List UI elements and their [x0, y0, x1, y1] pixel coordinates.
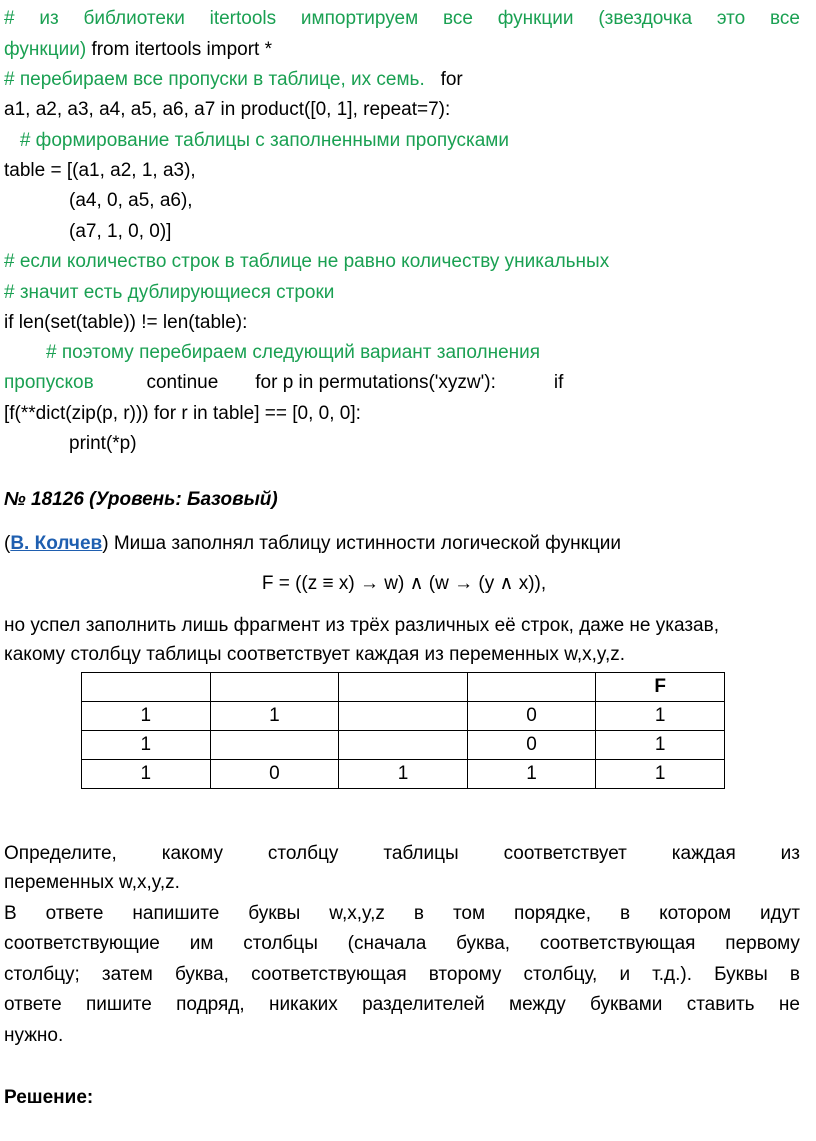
code-line-15: print(*p) — [69, 433, 137, 454]
table-cell — [339, 731, 468, 760]
code-line-1: # из библиотеки itertools импортируем все функции (звездочка это все — [4, 8, 800, 29]
question-line-7: нужно. — [4, 1025, 64, 1046]
code-line-5: # формирование таблицы с заполненными пропусками — [4, 130, 509, 151]
table-cell: 1 — [82, 702, 211, 731]
table-header-cell — [82, 673, 211, 702]
code-line-3: # перебираем все пропуски в таблице, их семь. for — [4, 69, 463, 90]
table-header-cell — [210, 673, 339, 702]
author-link[interactable]: В. Колчев — [10, 533, 103, 554]
code-line-4: a1, a2, a3, a4, a5, a6, a7 in product([0, 1], repeat=7): — [4, 99, 451, 120]
code-line-7: (a4, 0, a5, a6), — [69, 190, 193, 211]
table-cell: 1 — [210, 702, 339, 731]
truth-table — [81, 672, 725, 789]
table-cell — [339, 702, 468, 731]
table-cell: 0 — [467, 731, 596, 760]
table-header-row — [82, 673, 725, 702]
task-intro: (В. Колчев) Миша заполнял таблицу истинности логической функции — [4, 533, 622, 554]
question-line-2: переменных w,x,y,z. — [4, 872, 180, 893]
code-line-13: пропусков continue for p in permutations('xyzw'): if — [4, 372, 564, 393]
code-line-10: # значит есть дублирующиеся строки — [4, 282, 335, 303]
table-cell: 1 — [596, 731, 725, 760]
table-row — [82, 731, 725, 760]
table-header-cell-f: F — [596, 673, 725, 702]
question-line-5: столбцу; затем буква, соответствующая второму столбцу, и т.д.). Буквы в — [4, 964, 800, 985]
question-line-1: Определите, какому столбцу таблицы соответствует каждая из — [4, 843, 800, 864]
question-line-3: В ответе напишите буквы w,x,y,z в том порядке, в котором идут — [4, 903, 800, 924]
table-cell: 1 — [82, 760, 211, 789]
table-cell: 1 — [596, 702, 725, 731]
solution-heading: Решение: — [4, 1087, 94, 1108]
task-paragraph-line-2: какому столбцу таблицы соответствует каждая из переменных w,x,y,z. — [4, 644, 626, 665]
question-line-6: ответе пишите подряд, никаких разделителей между буквами ставить не — [4, 994, 800, 1015]
code-line-2: функции) from itertools import * — [4, 39, 272, 60]
code-line-6: table = [(a1, a2, 1, a3), — [4, 160, 196, 181]
task-paragraph-line-1: но успел заполнить лишь фрагмент из трёх различных её строк, даже не указав, — [4, 615, 719, 636]
table-cell: 1 — [467, 760, 596, 789]
code-line-14: [f(**dict(zip(p, r))) for r in table] == [0, 0, 0]: — [4, 403, 361, 424]
table-cell — [210, 731, 339, 760]
table-cell: 0 — [467, 702, 596, 731]
table-header-cell — [467, 673, 596, 702]
table-cell: 0 — [210, 760, 339, 789]
question-line-4: соответствующие им столбцы (сначала буква, соответствующая первому — [4, 933, 800, 954]
code-line-11: if len(set(table)) != len(table): — [4, 312, 248, 333]
table-header-cell — [339, 673, 468, 702]
table-cell: 1 — [596, 760, 725, 789]
task-title: № 18126 (Уровень: Базовый) — [4, 489, 278, 510]
table-cell: 1 — [82, 731, 211, 760]
code-line-9: # если количество строк в таблице не равно количеству уникальных — [4, 251, 610, 272]
code-line-8: (a7, 1, 0, 0)] — [69, 221, 172, 242]
code-line-12: # поэтому перебираем следующий вариант заполнения — [46, 342, 541, 363]
table-cell: 1 — [339, 760, 468, 789]
formula: F = ((z ≡ x) → w) ∧ (w → (y ∧ x)), — [261, 573, 547, 594]
table-row — [82, 760, 725, 789]
table-row — [82, 702, 725, 731]
